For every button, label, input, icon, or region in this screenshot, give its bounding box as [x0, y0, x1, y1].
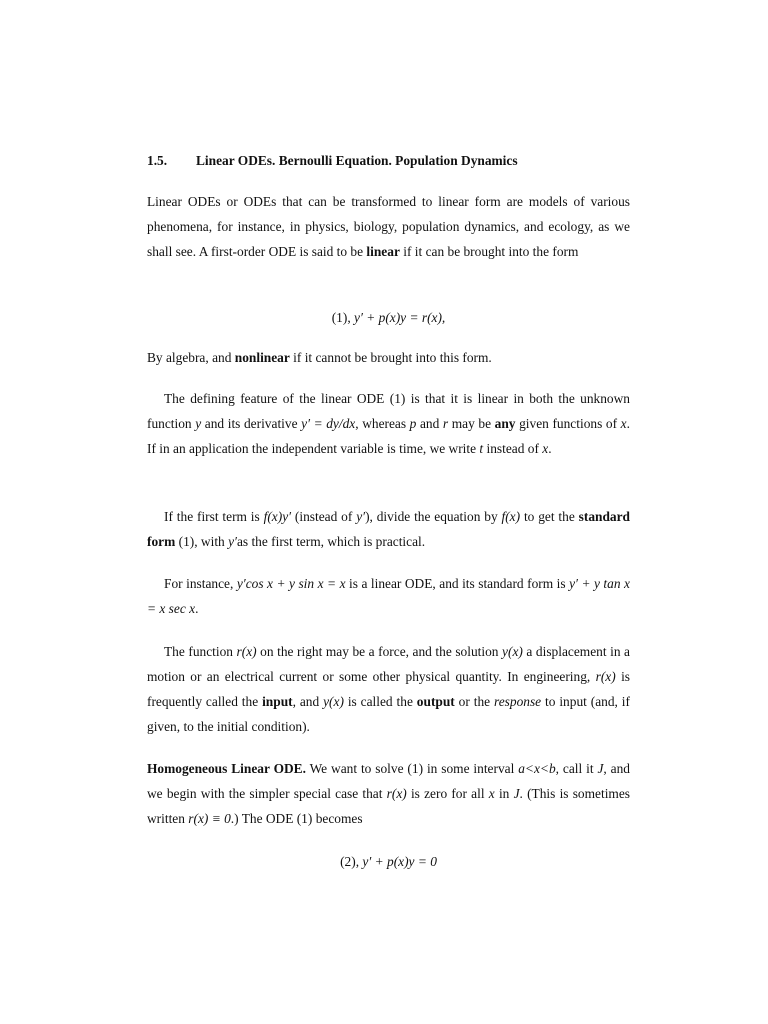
term-output: output	[416, 694, 455, 709]
equation-2-label: (2),	[340, 854, 363, 869]
paragraph-example: For instance, y′cos x + y sin x = x is a linear ODE, and its standard form is y′ + y tan x = x sec x.	[147, 576, 630, 616]
section-title: Linear ODEs. Bernoulli Equation. Population Dynamics	[196, 153, 518, 168]
paragraph-input-output: The function r(x) on the right may be a force, and the solution y(x) a displacement in a motion or an electrical current or some other physical quantity. In engineering, r(x) is frequently called the input, and y(x) is called the output or the response to input (and, if given, to the initial condition).	[147, 644, 631, 734]
paragraph-standard-form: If the first term is f(x)y′ (instead of y′), divide the equation by f(x) to get the standard form (1), with y′as the first term, which is practical.	[147, 509, 631, 549]
term-response: response	[494, 694, 542, 709]
equation-2	[147, 851, 630, 873]
term-any: any	[494, 416, 516, 431]
example-standard-form: y′ + y tan x = x sec x	[147, 576, 630, 616]
term-linear: linear	[366, 244, 400, 259]
derivative-expression: y′ = dy/dx	[301, 416, 356, 431]
paragraph-defining-feature: The defining feature of the linear ODE (1) is that it is linear in both the unknown function y and its derivative y′ = dy/dx, whereas p and r may be any given functions of x. If in an application the independent variable is time, we write t instead of x.	[147, 391, 630, 456]
example-ode: y′cos x + y sin x = x	[236, 576, 346, 591]
paragraph-homogeneous: Homogeneous Linear ODE. We want to solve (1) in some interval a<x<b, call it J, and we begin with the simpler special case that r(x) is zero for all x in J. (This is sometimes written r(x) ≡ 0.) The ODE (1) becomes	[147, 761, 631, 826]
term-input: input	[262, 694, 293, 709]
equation-1	[147, 307, 630, 329]
equation-1-label: (1),	[331, 310, 355, 325]
term-standard-form: standard form	[147, 509, 631, 549]
term-nonlinear: nonlinear	[234, 350, 290, 365]
equation-1-body: y′ + p(x)y = r(x),	[354, 310, 446, 325]
subheading-homogeneous: Homogeneous Linear ODE.	[147, 761, 306, 776]
section-heading	[147, 150, 630, 172]
paragraph-intro: Linear ODEs or ODEs that can be transformed to linear form are models of various phenomena, for instance, in physics, biology, population dynamics, and ecology, as we shall see. A first-order ODE is said to be linear if it can be brought into the form	[147, 194, 630, 259]
section-number: 1.5.	[147, 153, 168, 168]
paragraph-nonlinear: By algebra, and nonlinear if it cannot be brought into this form.	[147, 350, 492, 365]
equation-2-body: y′ + p(x)y = 0	[362, 854, 437, 869]
